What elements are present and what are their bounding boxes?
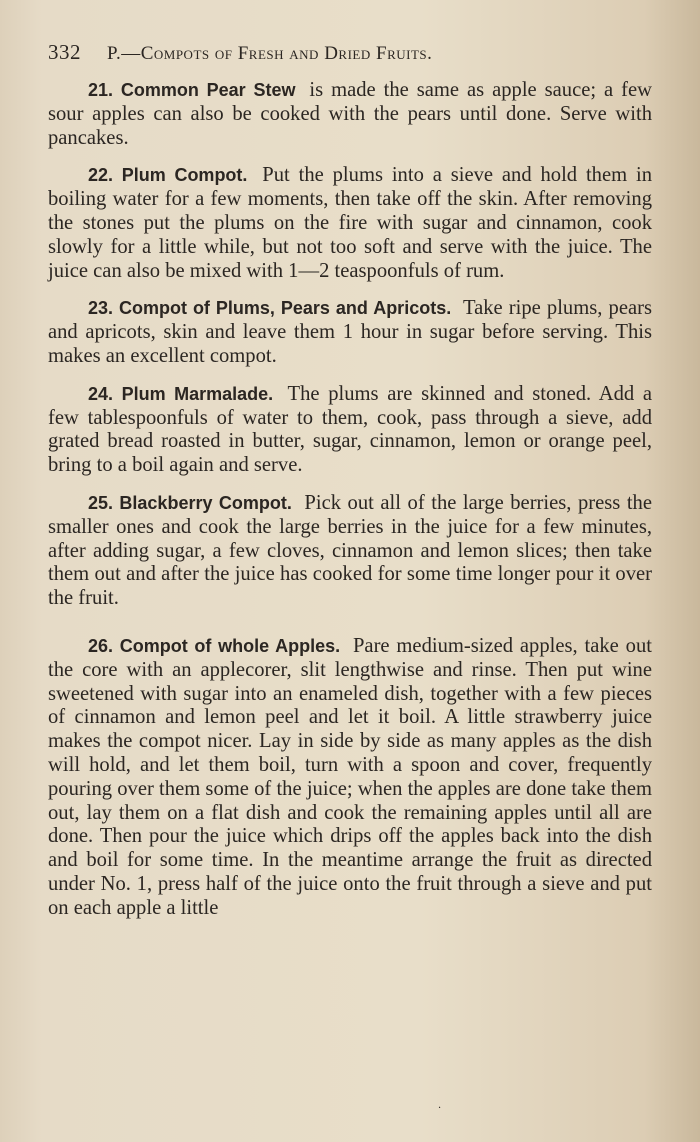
recipe-25 [48, 492, 652, 611]
page-number: 332 [48, 40, 81, 64]
recipe-26 [48, 635, 652, 921]
recipe-body: The plums are skinned and stoned. Add a few tablespoonfuls of water to them, cook, pass through a sieve, add grated bread roasted in butter, sugar, cinnamon, lemon or orange peel, bring to a boil again and serve. [48, 382, 653, 477]
recipe-22 [48, 164, 652, 283]
recipe-title: 26. Compot of whole Apples. [88, 635, 341, 656]
recipe-body: Pick out all of the large berries, press the smaller ones and cook the large berries in the juice for a few minutes, after adding sugar, a few cloves, cinnamon and lemon slices; then take them out and after the juice has cooked for some time longer pour it over the fruit. [48, 491, 652, 610]
recipe-title: 22. Plum Compot. [88, 165, 248, 186]
running-head: P.—Compots of Fresh and Dried Fruits. [107, 43, 433, 64]
page-header [48, 40, 652, 65]
recipe-title: 23. Compot of Plums, Pears and Apricots. [88, 298, 452, 319]
recipe-body: Pare medium-sized apples, take out the core with an applecorer, slit lengthwise and rinse. Then put wine sweetened with sugar into an enameled dish, together with a few pieces of cinnamon and lemon peel and let it boil. A little strawberry juice makes the compot nicer. Lay in side by side as many apples as the dish will hold, and let them boil, turn with a spoon and cover, frequently pouring over them some of the juice; when the apples are done take them out, lay them on a flat dish and cook the remaining apples until all are done. Then pour the juice which drips off the apples back into the dish and boil for some time. In the meantime arrange the fruit as directed under No. 1, press half of the juice onto the fruit through a sieve and put on each apple a little [48, 634, 652, 919]
recipe-23 [48, 297, 652, 368]
recipe-body: Put the plums into a sieve and hold them in boiling water for a few moments, then take off the skin. After removing the stones put the plums on the fire with sugar and cinnamon, cook slowly for a little while, but not too soft and serve with the juice. The juice can also be mixed with 1—2 teaspoonfuls of rum. [48, 164, 652, 282]
footer-dot: · [438, 1103, 442, 1114]
recipe-body: Take ripe plums, pears and apricots, skin and leave them 1 hour in sugar before serving. This makes an excellent compot. [48, 297, 652, 367]
recipe-title: 25. Blackberry Compot. [88, 492, 292, 513]
recipe-24 [48, 383, 652, 478]
recipe-body: is made the same as apple sauce; a few sour apples can also be cooked with the pears until done. Serve with pancakes. [48, 79, 652, 149]
recipe-21 [48, 79, 652, 150]
recipe-title: 21. Common Pear Stew [88, 80, 296, 100]
recipe-title: 24. Plum Marmalade. [88, 383, 274, 404]
